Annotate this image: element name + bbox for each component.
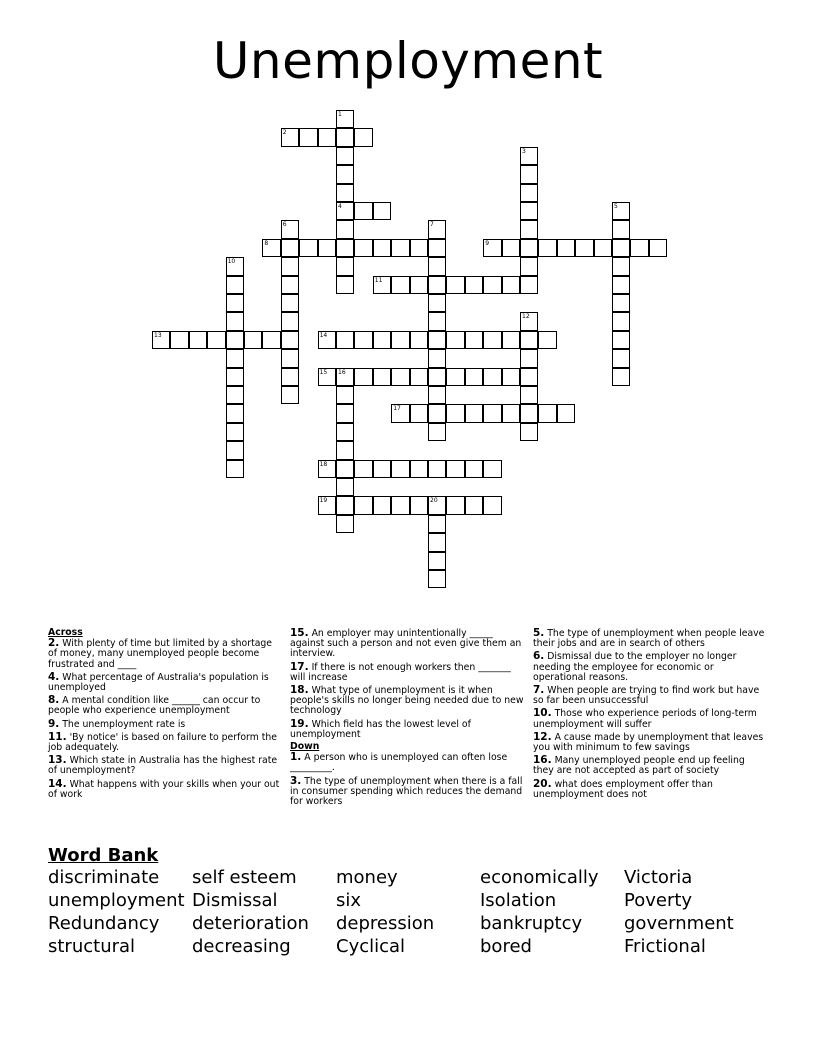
grid-cell[interactable] bbox=[336, 184, 354, 202]
grid-cell[interactable] bbox=[465, 460, 483, 478]
grid-cell[interactable] bbox=[281, 312, 299, 330]
grid-cell[interactable] bbox=[373, 496, 391, 514]
grid-cell[interactable] bbox=[428, 349, 446, 367]
grid-cell[interactable] bbox=[428, 515, 446, 533]
word-bank-item: Redundancy bbox=[48, 913, 160, 934]
grid-cell[interactable] bbox=[373, 276, 391, 294]
clue-number: 4. bbox=[48, 670, 60, 683]
clue-17 bbox=[290, 662, 524, 683]
grid-cell[interactable] bbox=[483, 331, 501, 349]
clue-5 bbox=[533, 628, 767, 649]
grid-cell[interactable] bbox=[428, 239, 446, 257]
word-bank-item: Isolation bbox=[480, 890, 557, 911]
grid-cell[interactable] bbox=[538, 239, 556, 257]
grid-cell[interactable] bbox=[612, 220, 630, 238]
word-bank-item: Cyclical bbox=[336, 936, 406, 957]
clue-number: 8. bbox=[48, 694, 60, 707]
grid-cell[interactable] bbox=[354, 331, 372, 349]
clue-13 bbox=[48, 755, 282, 776]
grid-cell[interactable] bbox=[318, 368, 336, 386]
clue-text: Many unemployed people end up feeling they are not accepted as part of society bbox=[533, 755, 745, 777]
grid-cell[interactable] bbox=[336, 331, 354, 349]
grid-cell[interactable] bbox=[226, 349, 244, 367]
grid-cell[interactable] bbox=[336, 165, 354, 183]
grid-cell[interactable] bbox=[446, 331, 464, 349]
grid-cell[interactable] bbox=[226, 331, 244, 349]
grid-cell[interactable] bbox=[336, 147, 354, 165]
grid-cell[interactable] bbox=[502, 276, 520, 294]
cell-number: 8 bbox=[264, 239, 269, 247]
grid-cell[interactable] bbox=[612, 202, 630, 220]
grid-cell[interactable] bbox=[630, 239, 648, 257]
word-bank-item: government bbox=[624, 913, 734, 934]
grid-cell[interactable] bbox=[428, 294, 446, 312]
grid-cell[interactable] bbox=[612, 276, 630, 294]
clue-text: What happens with your skills when your out of work bbox=[48, 778, 280, 800]
grid-cell[interactable] bbox=[226, 257, 244, 275]
clue-number: 11. bbox=[48, 730, 67, 743]
grid-cell[interactable] bbox=[152, 331, 170, 349]
grid-cell[interactable] bbox=[336, 515, 354, 533]
clue-number: 18. bbox=[290, 684, 309, 697]
grid-cell[interactable] bbox=[281, 349, 299, 367]
grid-cell[interactable] bbox=[373, 239, 391, 257]
grid-cell[interactable] bbox=[520, 220, 538, 238]
grid-cell[interactable] bbox=[428, 570, 446, 588]
grid-cell[interactable] bbox=[354, 496, 372, 514]
word-bank-item: Poverty bbox=[624, 890, 693, 911]
grid-cell[interactable] bbox=[538, 404, 556, 422]
grid-cell[interactable] bbox=[612, 368, 630, 386]
clue-text: Those who experience periods of long-term unemployment will suffer bbox=[533, 708, 757, 730]
word-bank-item: economically bbox=[480, 867, 599, 888]
cell-number: 4 bbox=[338, 203, 342, 210]
grid-cell[interactable] bbox=[391, 331, 409, 349]
grid-cell[interactable] bbox=[428, 460, 446, 478]
grid-cell[interactable] bbox=[226, 386, 244, 404]
clue-text: What percentage of Australia's population is unemployed bbox=[48, 671, 269, 694]
clue-7 bbox=[533, 685, 767, 706]
grid-cell[interactable] bbox=[373, 460, 391, 478]
clue-number: 19. bbox=[290, 717, 309, 730]
clue-4 bbox=[48, 672, 282, 693]
grid-cell[interactable] bbox=[410, 460, 428, 478]
clue-number: 20. bbox=[533, 777, 552, 790]
grid-cell[interactable] bbox=[336, 220, 354, 238]
cell-number: 5 bbox=[614, 203, 618, 210]
grid-cell[interactable] bbox=[226, 460, 244, 478]
grid-cell[interactable] bbox=[318, 128, 336, 146]
grid-cell[interactable] bbox=[281, 276, 299, 294]
clue-number: 6. bbox=[533, 650, 545, 663]
clue-text: An employer may unintentionally _____ against such a person and not even give them an interview. bbox=[290, 628, 522, 660]
grid-cell[interactable] bbox=[336, 441, 354, 459]
grid-cell[interactable] bbox=[207, 331, 225, 349]
clue-3 bbox=[290, 776, 524, 808]
grid-cell[interactable] bbox=[373, 202, 391, 220]
clues-column-3 bbox=[533, 628, 767, 802]
clue-number: 5. bbox=[533, 627, 545, 639]
grid-cell[interactable] bbox=[336, 128, 354, 146]
clue-text: Which field has the lowest level of unemployment bbox=[290, 718, 471, 740]
cell-number: 19 bbox=[319, 497, 328, 505]
clue-10 bbox=[533, 708, 767, 729]
down-heading: Down bbox=[290, 741, 320, 753]
grid-cell[interactable] bbox=[281, 257, 299, 275]
clue-15 bbox=[290, 628, 524, 660]
grid-cell[interactable] bbox=[299, 239, 317, 257]
grid-cell[interactable] bbox=[391, 460, 409, 478]
grid-cell[interactable] bbox=[612, 349, 630, 367]
grid-cell[interactable] bbox=[262, 239, 280, 257]
clue-text: Which state in Australia has the highest rate of unemployment? bbox=[48, 755, 278, 777]
clue-8 bbox=[48, 695, 282, 716]
clue-19 bbox=[290, 719, 524, 740]
clue-text: When people are trying to find work but have so far been unsuccessful bbox=[533, 685, 760, 707]
grid-cell[interactable] bbox=[428, 312, 446, 330]
grid-cell[interactable] bbox=[465, 331, 483, 349]
grid-cell[interactable] bbox=[244, 331, 262, 349]
clue-12 bbox=[533, 732, 767, 753]
grid-cell[interactable] bbox=[226, 312, 244, 330]
clue-text: what does employment offer than unemployment does not bbox=[533, 778, 713, 800]
grid-cell[interactable] bbox=[428, 276, 446, 294]
clue-16 bbox=[533, 755, 767, 776]
grid-cell[interactable] bbox=[336, 239, 354, 257]
clue-14 bbox=[48, 779, 282, 800]
grid-cell[interactable] bbox=[594, 239, 612, 257]
grid-cell[interactable] bbox=[281, 239, 299, 257]
grid-cell[interactable] bbox=[520, 312, 538, 330]
grid-cell[interactable] bbox=[318, 460, 336, 478]
clue-text: The unemployment rate is bbox=[59, 718, 186, 730]
grid-cell[interactable] bbox=[428, 331, 446, 349]
clue-text: A mental condition like ______ can occur to people who experience unemployment bbox=[48, 695, 261, 717]
clue-number: 14. bbox=[48, 777, 67, 790]
cell-number: 20 bbox=[430, 497, 438, 505]
grid-cell[interactable] bbox=[428, 404, 446, 422]
clue-6 bbox=[533, 651, 767, 683]
cell-number: 18 bbox=[319, 460, 328, 468]
grid-cell[interactable] bbox=[612, 331, 630, 349]
grid-cell[interactable] bbox=[520, 349, 538, 367]
grid-cell[interactable] bbox=[520, 147, 538, 165]
cell-number: 2 bbox=[282, 129, 287, 137]
grid-cell[interactable] bbox=[612, 239, 630, 257]
clue-number: 15. bbox=[290, 627, 309, 639]
grid-cell[interactable] bbox=[410, 368, 428, 386]
grid-cell[interactable] bbox=[557, 239, 575, 257]
grid-cell[interactable] bbox=[649, 239, 667, 257]
grid-cell[interactable] bbox=[354, 460, 372, 478]
clue-number: 2. bbox=[48, 637, 60, 650]
clue-text: With plenty of time but limited by a shortage of money, many unemployed people become frustrated and ____ bbox=[48, 638, 273, 670]
grid-cell[interactable] bbox=[483, 276, 501, 294]
word-bank-item: six bbox=[336, 890, 362, 911]
grid-cell[interactable] bbox=[226, 368, 244, 386]
clues-column-2 bbox=[290, 628, 524, 809]
clue-text: The type of unemployment when there is a fall in consumer spending which reduces the demand for workers bbox=[290, 775, 523, 808]
cell-number: 3 bbox=[522, 147, 526, 155]
grid-cell[interactable] bbox=[281, 331, 299, 349]
grid-cell[interactable] bbox=[483, 368, 501, 386]
grid-cell[interactable] bbox=[502, 239, 520, 257]
grid-cell[interactable] bbox=[520, 202, 538, 220]
grid-cell[interactable] bbox=[373, 331, 391, 349]
grid-cell[interactable] bbox=[354, 128, 372, 146]
grid-cell[interactable] bbox=[557, 404, 575, 422]
grid-cell[interactable] bbox=[336, 496, 354, 514]
word-bank-item: deterioration bbox=[192, 913, 309, 934]
grid-cell[interactable] bbox=[391, 368, 409, 386]
grid-cell[interactable] bbox=[612, 257, 630, 275]
clue-11 bbox=[48, 732, 282, 753]
grid-cell[interactable] bbox=[336, 276, 354, 294]
grid-cell[interactable] bbox=[410, 496, 428, 514]
grid-cell[interactable] bbox=[520, 276, 538, 294]
grid-cell[interactable] bbox=[354, 368, 372, 386]
word-bank-title: Word Bank bbox=[48, 845, 159, 866]
grid-cell[interactable] bbox=[446, 276, 464, 294]
word-bank bbox=[48, 867, 768, 957]
clue-text: If there is not enough workers then _______ will increase bbox=[290, 661, 511, 683]
grid-cell[interactable] bbox=[520, 165, 538, 183]
word-bank-item: Victoria bbox=[624, 867, 693, 888]
grid-cell[interactable] bbox=[428, 220, 446, 238]
grid-cell[interactable] bbox=[281, 386, 299, 404]
grid-cell[interactable] bbox=[391, 239, 409, 257]
word-bank-item: bored bbox=[480, 936, 532, 957]
cell-number: 13 bbox=[154, 331, 162, 339]
grid-cell[interactable] bbox=[336, 386, 354, 404]
grid-cell[interactable] bbox=[502, 368, 520, 386]
clue-text: A cause made by unemployment that leaves you with minimum to few savings bbox=[533, 731, 764, 754]
grid-cell[interactable] bbox=[520, 368, 538, 386]
clue-number: 3. bbox=[290, 774, 302, 787]
clue-1 bbox=[290, 752, 524, 773]
grid-cell[interactable] bbox=[391, 496, 409, 514]
grid-cell[interactable] bbox=[465, 276, 483, 294]
grid-cell[interactable] bbox=[281, 294, 299, 312]
grid-cell[interactable] bbox=[226, 441, 244, 459]
grid-cell[interactable] bbox=[336, 368, 354, 386]
clue-text: A person who is unemployed can often lose _________. bbox=[290, 752, 508, 774]
grid-cell[interactable] bbox=[428, 368, 446, 386]
clue-2 bbox=[48, 638, 282, 670]
clue-text: What type of unemployment is it when people's skills no longer being needed due to new technology bbox=[290, 685, 524, 717]
cell-number: 10 bbox=[227, 258, 236, 266]
cell-number: 7 bbox=[430, 221, 434, 229]
word-bank-item: depression bbox=[336, 913, 435, 934]
grid-cell[interactable] bbox=[410, 404, 428, 422]
grid-cell[interactable] bbox=[520, 239, 538, 257]
grid-cell[interactable] bbox=[428, 552, 446, 570]
grid-cell[interactable] bbox=[428, 386, 446, 404]
word-bank-item: Dismissal bbox=[192, 890, 278, 911]
word-bank-item: self esteem bbox=[192, 867, 297, 888]
clue-number: 17. bbox=[290, 660, 309, 673]
grid-cell[interactable] bbox=[336, 404, 354, 422]
clue-18 bbox=[290, 685, 524, 717]
grid-cell[interactable] bbox=[428, 257, 446, 275]
grid-cell[interactable] bbox=[318, 239, 336, 257]
word-bank-item: decreasing bbox=[192, 936, 291, 957]
grid-cell[interactable] bbox=[354, 239, 372, 257]
grid-cell[interactable] bbox=[575, 239, 593, 257]
grid-cell[interactable] bbox=[465, 404, 483, 422]
clue-text: The type of unemployment when people leave their jobs and are in search of others bbox=[533, 628, 765, 650]
grid-cell[interactable] bbox=[226, 294, 244, 312]
grid-cell[interactable] bbox=[538, 331, 556, 349]
clue-number: 9. bbox=[48, 717, 60, 730]
grid-cell[interactable] bbox=[428, 533, 446, 551]
cell-number: 16 bbox=[338, 368, 346, 376]
grid-cell[interactable] bbox=[483, 460, 501, 478]
grid-cell[interactable] bbox=[410, 331, 428, 349]
clue-number: 12. bbox=[533, 730, 552, 743]
grid-cell[interactable] bbox=[281, 368, 299, 386]
clue-number: 16. bbox=[533, 754, 552, 767]
cell-number: 11 bbox=[374, 276, 383, 284]
grid-cell[interactable] bbox=[336, 460, 354, 478]
grid-cell[interactable] bbox=[410, 239, 428, 257]
grid-cell[interactable] bbox=[520, 257, 538, 275]
grid-cell[interactable] bbox=[612, 312, 630, 330]
word-bank-item: bankruptcy bbox=[480, 913, 583, 934]
grid-cell[interactable] bbox=[483, 404, 501, 422]
grid-cell[interactable] bbox=[299, 128, 317, 146]
across-heading: Across bbox=[48, 627, 83, 638]
cell-number: 9 bbox=[485, 239, 490, 247]
cell-number: 6 bbox=[282, 221, 287, 229]
cell-number: 15 bbox=[319, 368, 328, 376]
clue-number: 1. bbox=[290, 751, 302, 764]
grid-cell[interactable] bbox=[226, 423, 244, 441]
cell-number: 17 bbox=[393, 405, 401, 413]
grid-cell[interactable] bbox=[502, 404, 520, 422]
grid-cell[interactable] bbox=[189, 331, 207, 349]
word-bank-item: money bbox=[336, 867, 398, 888]
grid-cell[interactable] bbox=[428, 496, 446, 514]
grid-cell[interactable] bbox=[446, 368, 464, 386]
grid-cell[interactable] bbox=[520, 184, 538, 202]
grid-cell[interactable] bbox=[502, 331, 520, 349]
grid-cell[interactable] bbox=[446, 496, 464, 514]
clues-column-1 bbox=[48, 628, 282, 802]
clue-number: 7. bbox=[533, 684, 545, 697]
grid-cell[interactable] bbox=[483, 239, 501, 257]
grid-cell[interactable] bbox=[262, 331, 280, 349]
clue-9 bbox=[48, 719, 282, 730]
grid-cell[interactable] bbox=[483, 496, 501, 514]
grid-cell[interactable] bbox=[428, 423, 446, 441]
grid-cell[interactable] bbox=[520, 386, 538, 404]
clue-20 bbox=[533, 779, 767, 800]
grid-cell[interactable] bbox=[520, 423, 538, 441]
grid-cell[interactable] bbox=[226, 404, 244, 422]
grid-cell[interactable] bbox=[373, 368, 391, 386]
grid-cell[interactable] bbox=[336, 110, 354, 128]
grid-cell[interactable] bbox=[612, 294, 630, 312]
grid-cell[interactable] bbox=[336, 257, 354, 275]
clue-text: Dismissal due to the employer no longer needing the employee for economic or operational reasons. bbox=[533, 651, 737, 683]
clue-number: 10. bbox=[533, 707, 552, 720]
grid-cell[interactable] bbox=[336, 202, 354, 220]
grid-cell[interactable] bbox=[318, 496, 336, 514]
grid-cell[interactable] bbox=[391, 276, 409, 294]
grid-cell[interactable] bbox=[318, 331, 336, 349]
grid-cell[interactable] bbox=[354, 202, 372, 220]
grid-cell[interactable] bbox=[226, 276, 244, 294]
grid-cell[interactable] bbox=[520, 331, 538, 349]
grid-cell[interactable] bbox=[446, 460, 464, 478]
grid-cell[interactable] bbox=[281, 128, 299, 146]
word-bank-item: discriminate bbox=[48, 867, 160, 888]
grid-cell[interactable] bbox=[446, 404, 464, 422]
word-bank-item: unemployment bbox=[48, 890, 185, 911]
grid-cell[interactable] bbox=[336, 478, 354, 496]
clue-number: 13. bbox=[48, 754, 67, 767]
grid-cell[interactable] bbox=[336, 423, 354, 441]
grid-cell[interactable] bbox=[520, 404, 538, 422]
grid-cell[interactable] bbox=[465, 368, 483, 386]
grid-cell[interactable] bbox=[170, 331, 188, 349]
cell-number: 1 bbox=[338, 111, 342, 118]
word-bank-item: structural bbox=[48, 936, 136, 957]
puzzle-title: Unemployment bbox=[212, 32, 604, 90]
cell-number: 12 bbox=[522, 313, 530, 321]
cell-number: 14 bbox=[319, 331, 328, 339]
grid-cell[interactable] bbox=[410, 276, 428, 294]
grid-cell[interactable] bbox=[465, 496, 483, 514]
grid-cell[interactable] bbox=[391, 404, 409, 422]
clue-text: 'By notice' is based on failure to perform the job adequately. bbox=[48, 731, 277, 754]
grid-cell[interactable] bbox=[281, 220, 299, 238]
word-bank-item: Frictional bbox=[624, 936, 706, 957]
